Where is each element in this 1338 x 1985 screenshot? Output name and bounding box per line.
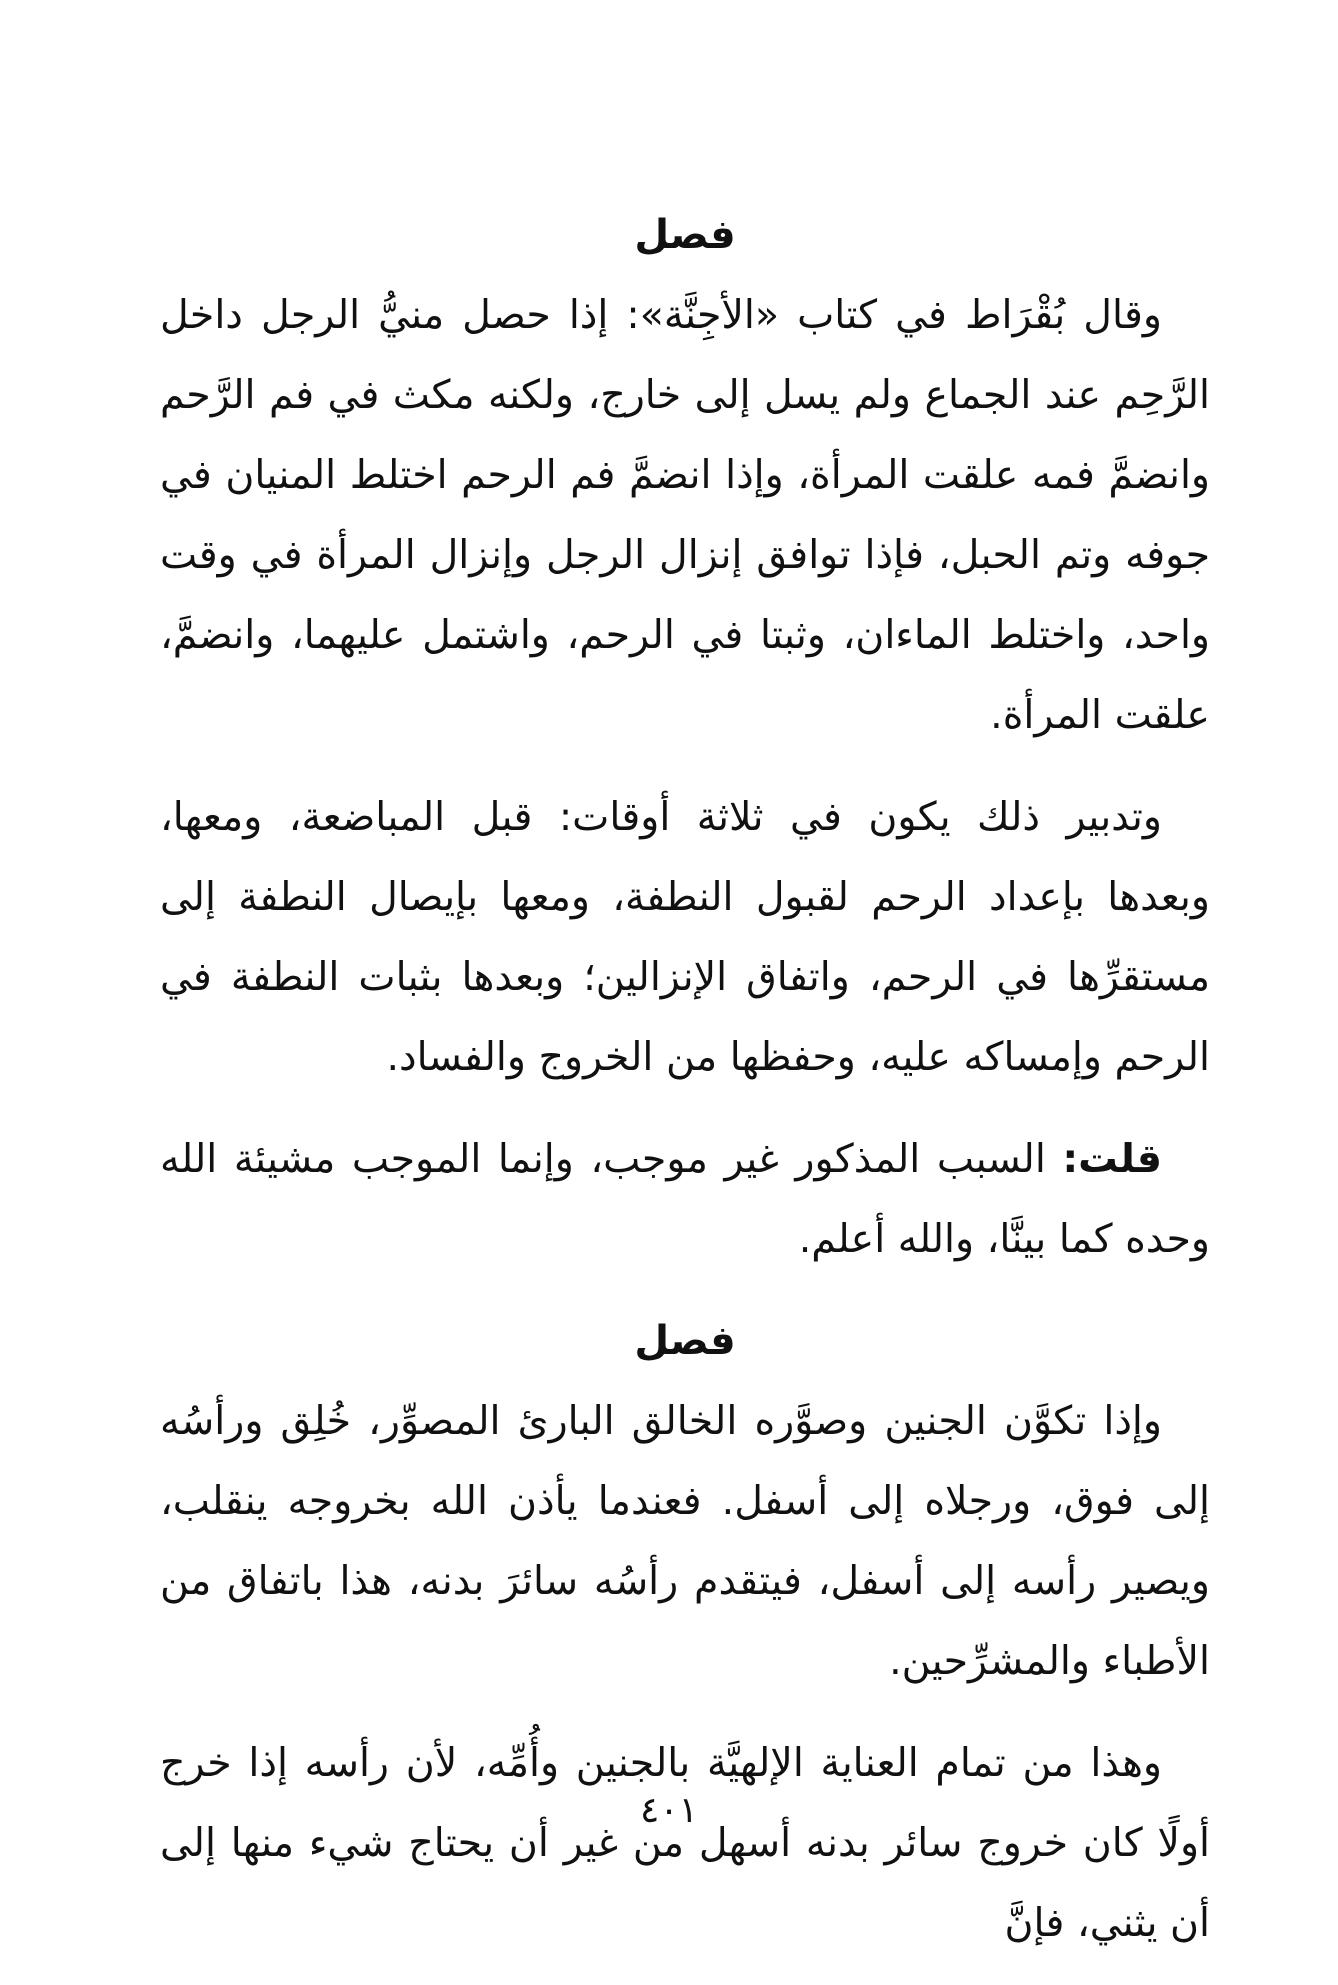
paragraph: [160, 275, 1210, 755]
paragraph-text: وتدبير ذلك يكون في ثلاثة أوقات: قبل المباضعة، ومعها، وبعدها بإعداد الرحم لقبول النطفة، ومعها بإيصال النطفة إلى مستقرِّها في الرحم، واتفاق الإنزالين؛ وبعدها بثبات النطفة في الرحم وإمساكه عليه، وحفظها من الخروج والفساد.: [160, 794, 1210, 1080]
section-heading: فصل: [634, 212, 736, 258]
paragraph-text: وقال بُقْرَاط في كتاب «الأجِنَّة»: إذا حصل منيُّ الرجل داخل الرَّحِم عند الجماع ولم يسل إلى خارج، ولكنه مكث في فم الرَّحم وانضمَّ فمه علقت المرأة، وإذا انضمَّ فم الرحم اختلط المنيان في جوفه وتم الحبل، فإذا توافق إنزال الرجل وإنزال المرأة في وقت واحد، واختلط الماءان، وثبتا في الرحم، واشتمل عليهما، وانضمَّ، علقت المرأة.: [160, 292, 1210, 738]
paragraph-text: السبب المذكور غير موجب، وإنما الموجب مشيئة الله وحده كما بينَّا، والله أعلم.: [160, 1136, 1210, 1262]
paragraph: [160, 1723, 1210, 1963]
document-page: [160, 195, 1210, 1985]
section-heading: فصل: [634, 1318, 736, 1364]
paragraph: [160, 777, 1210, 1097]
paragraph: [160, 1381, 1210, 1701]
paragraph-lead: قلت:: [1062, 1136, 1162, 1182]
page-number: ٤٠١: [639, 1790, 698, 1831]
paragraph: [160, 1119, 1210, 1279]
paragraph-text: وإذا تكوَّن الجنين وصوَّره الخالق البارئ المصوِّر، خُلِق ورأسُه إلى فوق، ورجلاه إلى أسفل. فعندما يأذن الله بخروجه ينقلب، ويصير رأسه إلى أسفل، فيتقدم رأسُه سائرَ بدنه، هذا باتفاق من الأطباء والمشرِّحين.: [160, 1398, 1210, 1684]
paragraph-text: وهذا من تمام العناية الإلهيَّة بالجنين وأُمِّه، لأن رأسه إذا خرج أولًا كان خروج سائر بدنه أسهل من غير أن يحتاج شيء منها إلى أن يثني، فإنَّ: [160, 1740, 1210, 1946]
